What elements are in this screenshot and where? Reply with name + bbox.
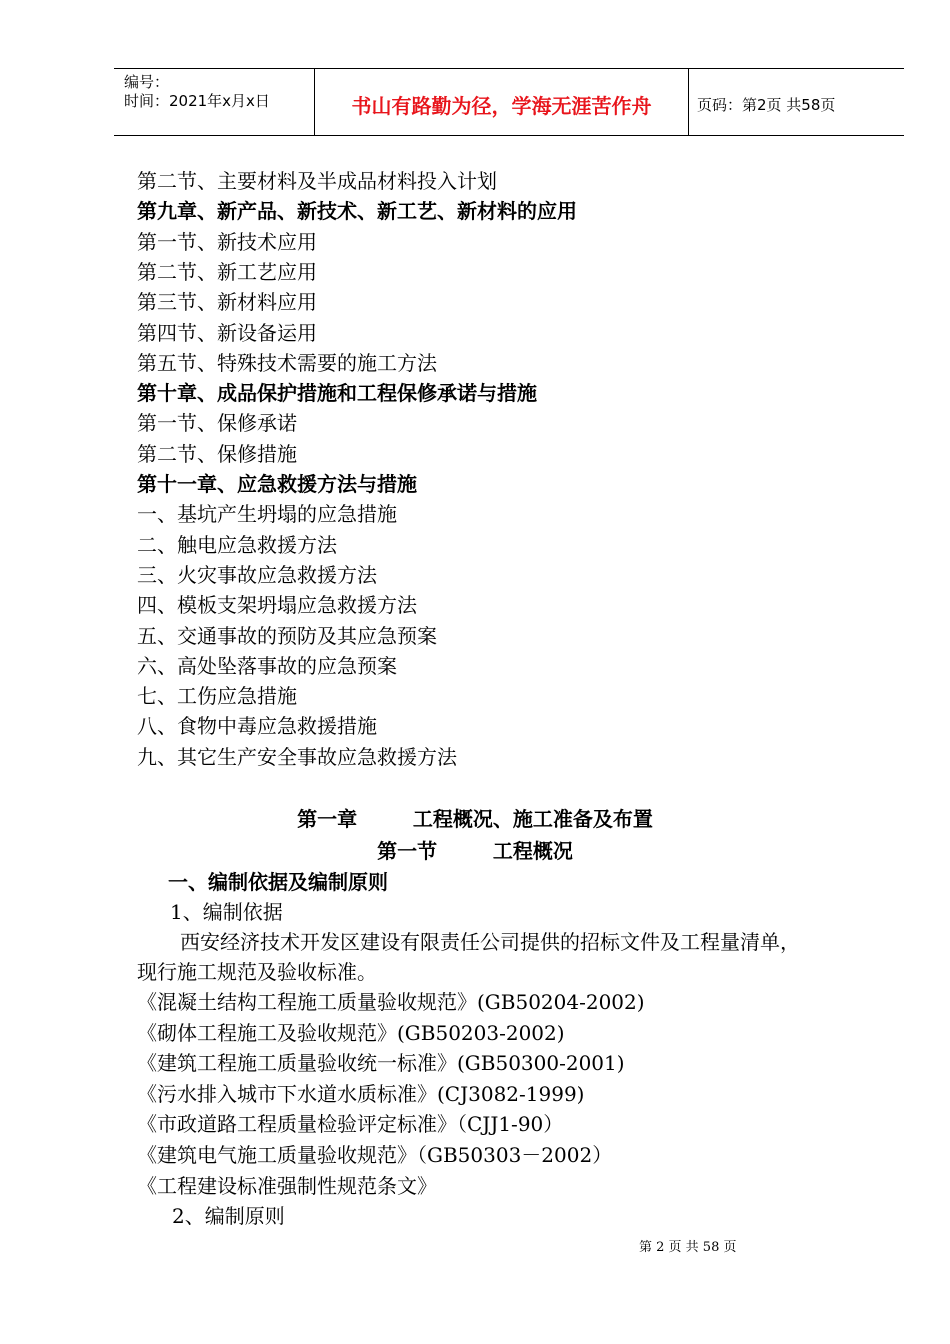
standard-item: 《污水排入城市下水道水质标准》(CJ3082-1999) <box>137 1081 585 1106</box>
page-footer: 第 2 页 共 58 页 <box>639 1240 737 1255</box>
toc-item: 第二节、新工艺应用 <box>137 259 317 284</box>
header-meta <box>114 69 315 135</box>
toc-item: 九、其它生产安全事故应急救援方法 <box>137 744 457 769</box>
toc-item: 六、高处坠落事故的应急预案 <box>137 653 397 678</box>
paragraph-line: 西安经济技术开发区建设有限责任公司提供的招标文件及工程量清单， <box>180 930 800 954</box>
subheading-basis: 1、编制依据 <box>170 900 283 924</box>
document-number-label: 编号： <box>124 73 170 91</box>
toc-item: 二、触电应急救援方法 <box>137 532 337 557</box>
toc-item: 第四节、新设备运用 <box>137 320 317 345</box>
header-motto: 书山有路勤为径，学海无涯苦作舟 <box>315 69 689 135</box>
toc-item: 七、工伤应急措施 <box>137 684 297 709</box>
paragraph-line: 现行施工规范及验收标准。 <box>137 960 377 984</box>
standard-item: 《混凝土结构工程施工质量验收规范》(GB50204-2002) <box>137 990 645 1014</box>
toc-item: 八、食物中毒应急救援措施 <box>137 714 377 739</box>
standard-item: 《工程建设标准强制性规范条文》 <box>137 1173 437 1198</box>
toc-item: 三、火灾事故应急救援方法 <box>137 562 377 587</box>
toc-item: 第二节、主要材料及半成品材料投入计划 <box>137 169 497 193</box>
section-title: 第一节 工程概况 <box>377 839 573 863</box>
standard-item: 《建筑电气施工质量验收规范》（GB50303－2002） <box>137 1143 613 1167</box>
toc-item: 第三节、新材料应用 <box>137 290 317 315</box>
heading-compilation-basis: 一、编制依据及编制原则 <box>168 870 388 894</box>
toc-item: 第二节、保修措施 <box>137 441 297 466</box>
toc-item: 第五节、特殊技术需要的施工方法 <box>137 350 437 375</box>
header-page-info: 页码：第2页 共58页 <box>697 95 836 114</box>
subheading-principle: 2、编制原则 <box>172 1204 285 1228</box>
chapter-title: 第一章 工程概况、施工准备及布置 <box>297 807 653 831</box>
toc-item: 第一节、保修承诺 <box>137 411 297 436</box>
standard-item: 《砌体工程施工及验收规范》(GB50203-2002) <box>137 1020 565 1045</box>
toc-item: 第一节、新技术应用 <box>137 229 317 254</box>
standard-item: 《市政道路工程质量检验评定标准》（CJJ1-90） <box>137 1112 564 1137</box>
toc-chapter: 第十一章、应急救援方法与措施 <box>137 472 417 496</box>
toc-chapter: 第十章、成品保护措施和工程保修承诺与措施 <box>137 381 537 406</box>
toc-item: 一、基坑产生坍塌的应急措施 <box>137 502 397 527</box>
page-header <box>114 68 904 136</box>
toc-chapter: 第九章、新产品、新技术、新工艺、新材料的应用 <box>137 199 577 224</box>
toc-item: 四、模板支架坍塌应急救援方法 <box>137 593 417 618</box>
document-time-label: 时间：2021年x月x日 <box>124 92 270 110</box>
standard-item: 《建筑工程施工质量验收统一标准》(GB50300-2001) <box>137 1051 625 1076</box>
toc-item: 五、交通事故的预防及其应急预案 <box>137 623 437 648</box>
